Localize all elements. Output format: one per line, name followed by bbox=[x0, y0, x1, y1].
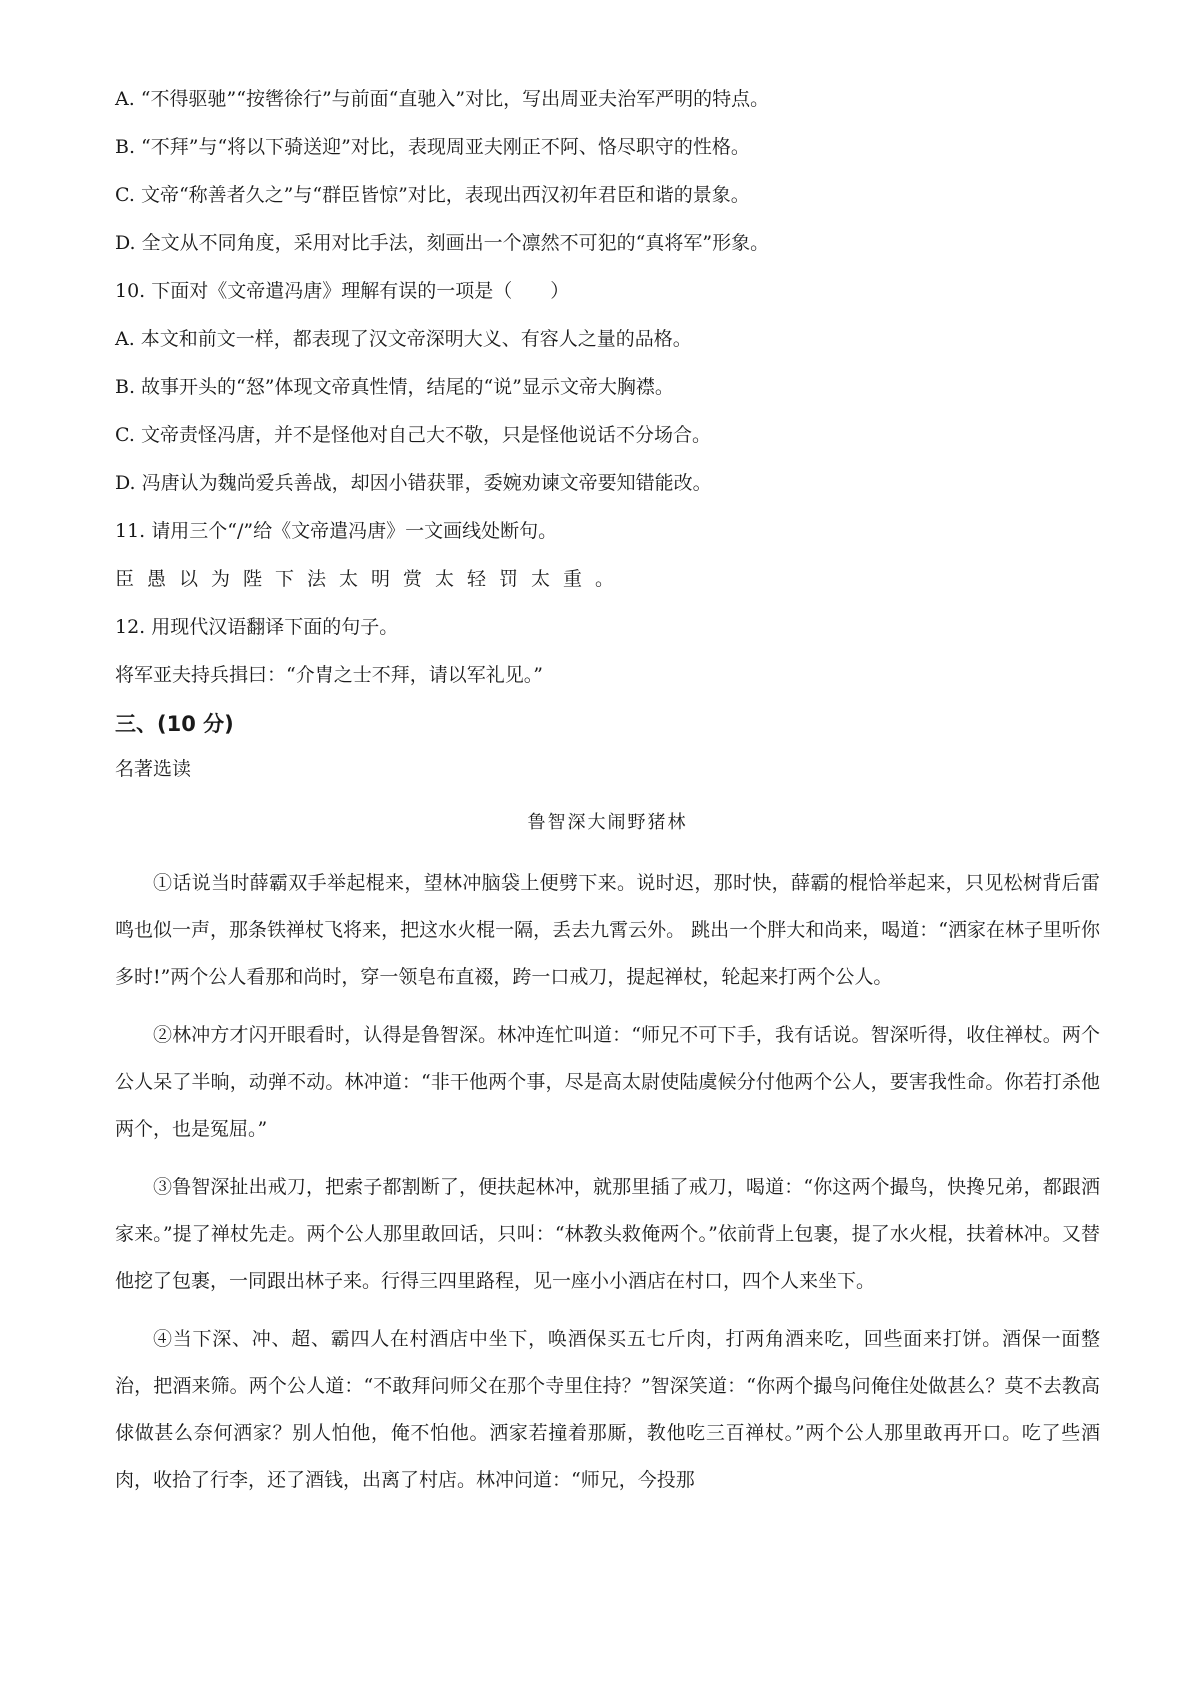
q12-sentence: 将军亚夫持兵揖曰：“介胄之士不拜，请以军礼见。” bbox=[115, 664, 543, 686]
story-paragraph-4: ④当下深、冲、超、霸四人在村酒店中坐下，唤酒保买五七斤肉，打两角酒来吃，回些面来打饼。酒保一面整治，把酒来筛。两个公人道：“不敢拜问师父在那个寺里住持？”智深笑道：“你两个撮鸟问俺住处做甚么？莫不去教高俅做甚么奈何洒家？别人怕他，俺不怕他。洒家若撞着那厮，教他吃三百禅杖。”两个公人那里敢再开口。吃了些酒肉，收拾了行李，还了酒钱，出离了村店。林冲问道：“师兄，今投那 bbox=[115, 1328, 1100, 1491]
question-10 bbox=[115, 280, 1100, 520]
q9-options bbox=[115, 88, 1100, 280]
q9-option-b: B. “不拜”与“将以下骑送迎”对比，表现周亚夫刚正不阿、恪尽职守的性格。 bbox=[115, 136, 750, 158]
q12-stem: 12. 用现代汉语翻译下面的句子。 bbox=[115, 616, 399, 638]
q9-option-c: C. 文帝“称善者久之”与“群臣皆惊”对比，表现出西汉初年君臣和谐的景象。 bbox=[115, 184, 750, 206]
q9-option-d: D. 全文从不同角度，采用对比手法，刻画出一个凛然不可犯的“真将军”形象。 bbox=[115, 232, 770, 254]
story-title: 鲁智深大闹野猪林 bbox=[527, 812, 688, 833]
question-11 bbox=[115, 520, 1100, 616]
section-subheading: 名著选读 bbox=[115, 758, 192, 780]
exam-page bbox=[115, 88, 1100, 1515]
q11-stem: 11. 请用三个“/”给《文帝遣冯唐》一文画线处断句。 bbox=[115, 520, 558, 542]
story-paragraph-2: ②林冲方才闪开眼看时，认得是鲁智深。林冲连忙叫道：“师兄不可下手，我有话说。智深听得，收住禅杖。两个公人呆了半晌，动弹不动。林冲道：“非干他两个事，尽是高太尉使陆虞候分付他两个公人，要害我性命。你若打杀他两个，也是冤屈。” bbox=[115, 1024, 1100, 1140]
q10-option-b: B. 故事开头的“怒”体现文帝真性情，结尾的“说”显示文帝大胸襟。 bbox=[115, 376, 674, 398]
q10-option-a: A. 本文和前文一样，都表现了汉文帝深明大义、有容人之量的品格。 bbox=[115, 328, 692, 350]
question-12 bbox=[115, 616, 1100, 712]
q10-option-d: D. 冯唐认为魏尚爱兵善战，却因小错获罪，委婉劝谏文帝要知错能改。 bbox=[115, 472, 712, 494]
section-3 bbox=[115, 712, 1100, 1504]
story-paragraph-3: ③鲁智深扯出戒刀，把索子都割断了，便扶起林冲，就那里插了戒刀，喝道：“你这两个撮鸟，快搀兄弟，都跟洒家来。”提了禅杖先走。两个公人那里敢回话，只叫：“林教头救俺两个。”依前背上包裹，提了水火棍，扶着林冲。又替他挖了包裹，一同跟出林子来。行得三四里路程，见一座小小酒店在村口，四个人来坐下。 bbox=[115, 1176, 1100, 1292]
q11-sentence: 臣愚以为陛下法太明赏太轻罚太重。 bbox=[115, 568, 628, 590]
section-heading: 三、(10 分) bbox=[115, 712, 234, 736]
story-paragraph-1: ①话说当时薛霸双手举起棍来，望林冲脑袋上便劈下来。说时迟，那时快，薛霸的棍恰举起来，只见松树背后雷鸣也似一声，那条铁禅杖飞将来，把这水火棍一隔，丢去九霄云外。 跳出一个胖大和尚来，喝道：“洒家在林子里听你多时!”两个公人看那和尚时，穿一领皂布直裰，跨一口戒刀，提起禅杖，轮起来打两个公人。 bbox=[115, 872, 1100, 988]
q10-stem: 10. 下面对《文帝遣冯唐》理解有误的一项是（ ） bbox=[115, 280, 570, 302]
q9-option-a: A. “不得驱驰”“按辔徐行”与前面“直驰入”对比，写出周亚夫治军严明的特点。 bbox=[115, 88, 770, 110]
q10-option-c: C. 文帝责怪冯唐，并不是怪他对自己大不敬，只是怪他说话不分场合。 bbox=[115, 424, 711, 446]
